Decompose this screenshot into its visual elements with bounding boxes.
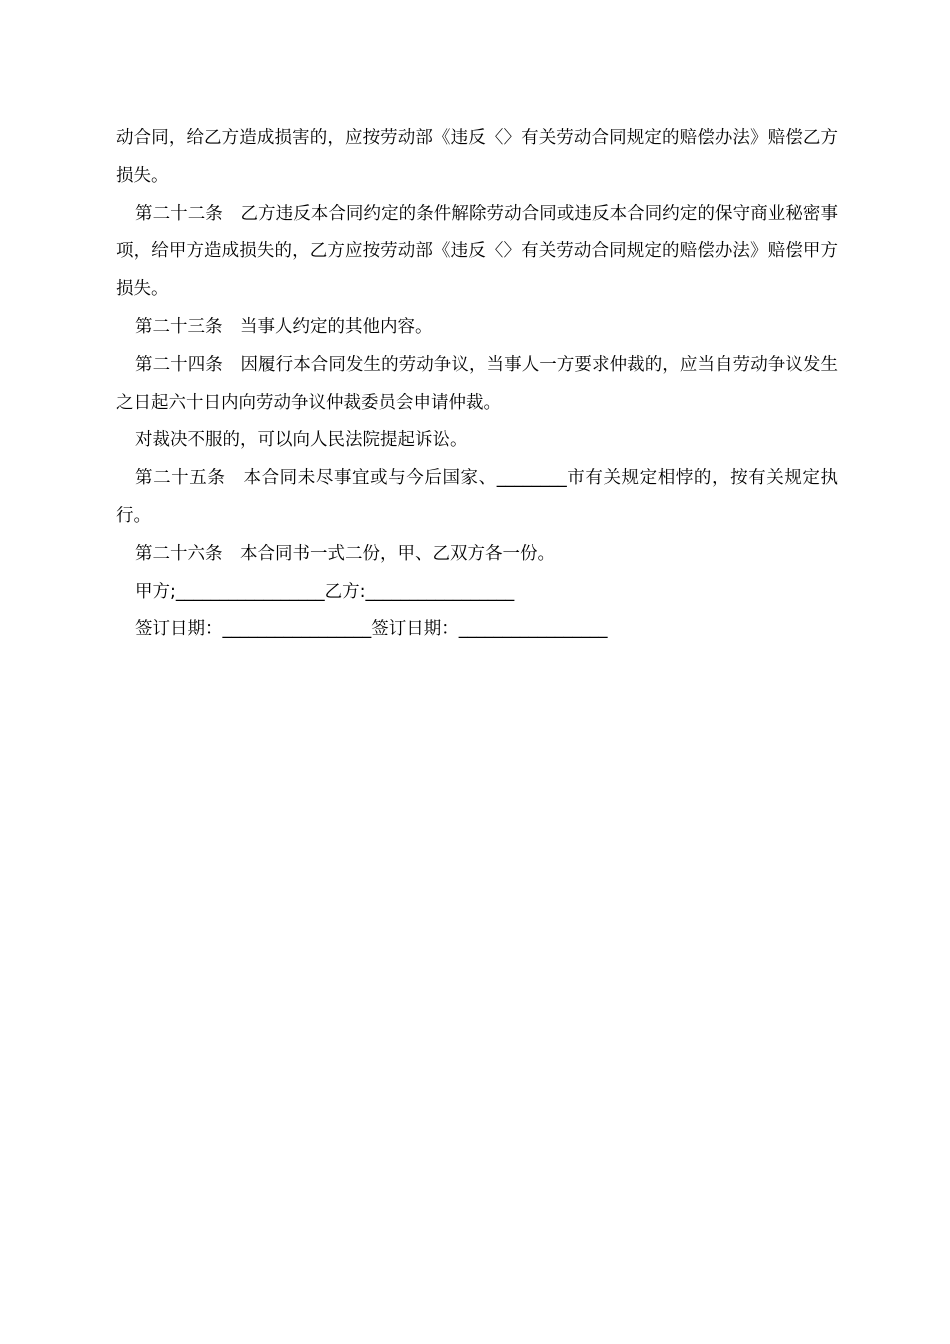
party-signature-line: 甲方;_________________乙方:_________________ [135, 581, 515, 602]
article-23-paragraph: 第二十三条 当事人约定的其他内容。 [135, 316, 433, 337]
article-22-paragraph: 第二十二条 乙方违反本合同约定的条件解除劳动合同或违反本合同约定的保守商业秘密事项，给甲方造成损失的，乙方应按劳动部《违反〈〉有关劳动合同规定的赔偿办法》赔偿甲方损失。 [116, 203, 838, 300]
article-24-paragraph: 第二十四条 因履行本合同发生的劳动争议，当事人一方要求仲裁的，应当自劳动争议发生之日起六十日内向劳动争议仲裁委员会申请仲裁。 [116, 354, 838, 413]
document-body [116, 120, 838, 649]
signing-date-line: 签订日期：_________________签订日期：_________________ [135, 619, 608, 640]
article-25-paragraph: 第二十五条 本合同未尽事宜或与今后国家、________市有关规定相悖的，按有关规定执行。 [116, 468, 838, 526]
contract-paragraph: 动合同，给乙方造成损害的，应按劳动部《违反〈〉有关劳动合同规定的赔偿办法》赔偿乙方损失。 [116, 128, 838, 186]
appeal-paragraph: 对裁决不服的，可以向人民法院提起诉讼。 [135, 430, 468, 451]
article-26-paragraph: 第二十六条 本合同书一式二份，甲、乙双方各一份。 [135, 543, 555, 564]
